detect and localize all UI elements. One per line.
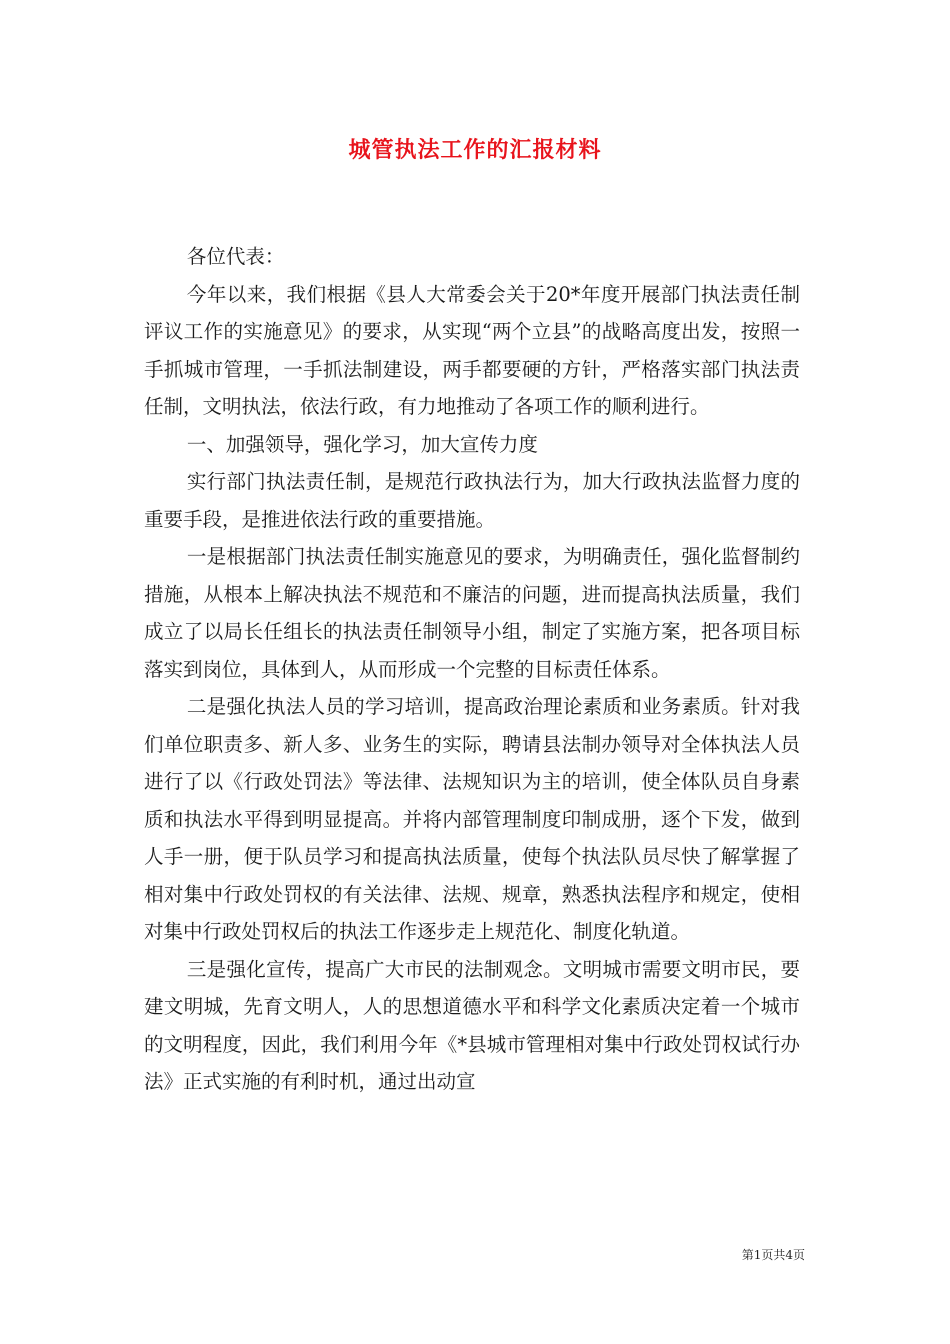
page-number: 第1页共4页 bbox=[741, 1248, 805, 1262]
section-heading-1: 一、加强领导，强化学习，加大宣传力度 bbox=[186, 432, 538, 456]
paragraph-2: 一是根据部门执法责任制实施意见的要求，为明确责任，强化监督制约措施，从根本上解决执法不规范和不廉洁的问题，进而提高执法质量，我们成立了以局长任组长的执法责任制领导小组，制定了实施方案，把各项目标落实到岗位，具体到人，从而形成一个完整的目标责任体系。 bbox=[144, 545, 800, 681]
paragraph-3: 二是强化执法人员的学习培训，提高政治理论素质和业务素质。针对我们单位职责多、新人多、业务生的实际，聘请县法制办领导对全体执法人员进行了以《行政处罚法》等法律、法规知识为主的培训，使全体队员自身素质和执法水平得到明显提高。并将内部管理制度印制成册，逐个下发，做到人手一册，便于队员学习和提高执法质量，使每个执法队员尽快了解掌握了相对集中行政处罚权的有关法律、法规、规章，熟悉执法程序和规定，使相对集中行政处罚权后的执法工作逐步走上规范化、制度化轨道。 bbox=[144, 695, 800, 943]
document-title: 城管执法工作的汇报材料 bbox=[348, 137, 602, 163]
salutation: 各位代表： bbox=[186, 245, 285, 268]
paragraph-1: 实行部门执法责任制，是规范行政执法行为，加大行政执法监督力度的重要手段，是推进依法行政的重要措施。 bbox=[144, 470, 800, 531]
paragraph-4: 三是强化宣传，提高广大市民的法制观念。文明城市需要文明市民，要建文明城，先育文明人，人的思想道德水平和科学文化素质决定着一个城市的文明程度，因此，我们利用今年《*县城市管理相对集中行政处罚权试行办法》正式实施的有利时机，通过出动宣 bbox=[144, 957, 800, 1093]
document-body bbox=[144, 238, 800, 1101]
paragraph-intro: 今年以来，我们根据《县人大常委会关于20*年度开展部门执法责任制评议工作的实施意见》的要求，从实现“两个立县”的战略高度出发，按照一手抓城市管理，一手抓法制建设，两手都要硬的方针，严格落实部门执法责任制，文明执法，依法行政，有力地推动了各项工作的顺利进行。 bbox=[144, 282, 800, 418]
